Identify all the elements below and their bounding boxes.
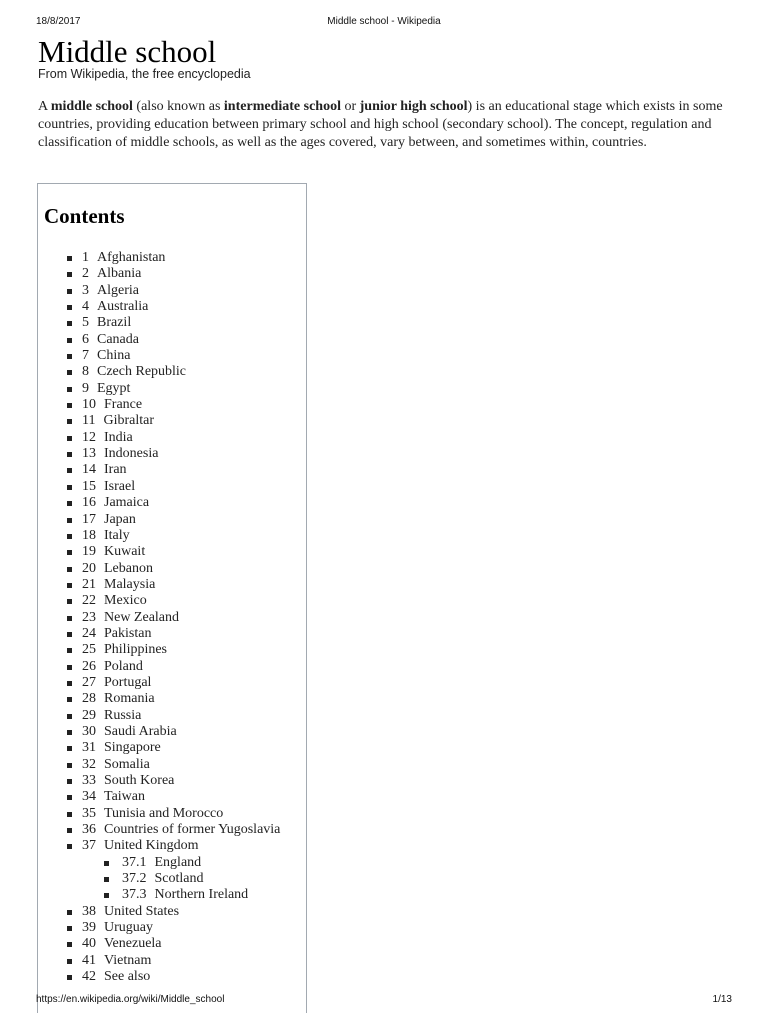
intro-text: A — [38, 99, 51, 114]
toc-item-label[interactable]: Malaysia — [104, 576, 156, 592]
bullet-icon — [67, 828, 72, 833]
intro-text: (also known as — [132, 99, 224, 114]
toc-item[interactable] — [38, 299, 280, 315]
bullet-icon — [67, 746, 72, 751]
intro-bold-term: middle school — [50, 99, 133, 114]
bullet-icon — [67, 975, 72, 980]
toc-item-number: 27 — [82, 674, 96, 690]
toc-item[interactable] — [38, 462, 280, 478]
bullet-icon — [67, 779, 72, 784]
toc-item-number: 14 — [82, 462, 96, 478]
toc-item-label[interactable]: Italy — [104, 527, 130, 543]
bullet-icon — [67, 338, 72, 343]
toc-item-label[interactable]: Scotland — [154, 871, 204, 887]
toc-item[interactable] — [38, 413, 280, 429]
toc-item-label[interactable]: Pakistan — [104, 625, 152, 641]
toc-item-label[interactable]: Gibraltar — [103, 413, 155, 429]
bullet-icon — [67, 289, 72, 294]
toc-item[interactable] — [38, 381, 280, 397]
toc-item-number: 37.1 — [122, 854, 147, 870]
toc-item-number: 22 — [82, 593, 96, 609]
toc-item-label[interactable]: Brazil — [97, 315, 132, 331]
toc-item[interactable] — [38, 315, 280, 331]
toc-item-number: 10 — [82, 397, 96, 413]
toc-item-label[interactable]: Jamaica — [104, 495, 150, 511]
toc-item-label[interactable]: India — [104, 429, 133, 445]
intro-text: or — [340, 99, 360, 114]
toc-item[interactable] — [38, 740, 280, 756]
toc-item-number: 37 — [82, 838, 96, 854]
bullet-icon — [67, 452, 72, 457]
toc-item-number: 17 — [82, 511, 96, 527]
toc-item-label[interactable]: Kuwait — [104, 544, 146, 560]
toc-item[interactable] — [38, 430, 280, 446]
toc-item[interactable] — [38, 446, 280, 462]
toc-item-label[interactable]: Afghanistan — [97, 250, 166, 265]
toc-item-label[interactable]: Portugal — [104, 674, 152, 690]
bullet-icon — [67, 403, 72, 408]
bullet-icon — [67, 763, 72, 768]
toc-item-number: 42 — [82, 969, 96, 985]
toc-item-number: 9 — [82, 380, 89, 396]
toc-item-label[interactable]: Countries of former Yugoslavia — [104, 822, 281, 838]
toc-item-label[interactable]: Japan — [104, 511, 136, 527]
bullet-icon — [67, 518, 72, 523]
toc-item[interactable] — [38, 871, 280, 887]
bullet-icon — [67, 354, 72, 359]
toc-item-label[interactable]: Czech Republic — [97, 364, 187, 380]
print-page-number: 1/13 — [712, 994, 732, 1005]
toc-item[interactable] — [38, 953, 280, 969]
bullet-icon — [67, 697, 72, 702]
toc-item[interactable] — [38, 348, 280, 364]
toc-item-number: 7 — [82, 348, 89, 364]
print-url: https://en.wikipedia.org/wiki/Middle_school — [36, 994, 225, 1005]
bullet-icon — [67, 534, 72, 539]
bullet-icon — [67, 681, 72, 686]
bullet-icon — [67, 910, 72, 915]
page-subtitle: From Wikipedia, the free encyclopedia — [38, 67, 251, 81]
page-title: Middle school — [38, 34, 217, 69]
toc-item-label[interactable]: Vietnam — [104, 952, 152, 968]
toc-item-number: 11 — [82, 413, 96, 429]
toc-item-label[interactable]: Saudi Arabia — [104, 723, 177, 739]
bullet-icon — [67, 599, 72, 604]
toc-item-label[interactable]: See also — [104, 969, 151, 985]
toc-item[interactable] — [38, 642, 280, 658]
toc-item-number: 38 — [82, 903, 96, 919]
toc-item-label[interactable]: United Kingdom — [104, 838, 199, 854]
toc-item-label[interactable]: Romania — [104, 691, 155, 707]
toc-item-number: 37.2 — [122, 871, 147, 887]
toc-item-number: 16 — [82, 495, 96, 511]
bullet-icon — [67, 812, 72, 817]
bullet-icon — [67, 370, 72, 375]
toc-item[interactable] — [38, 969, 280, 985]
print-header — [0, 16, 768, 30]
toc-item-label[interactable]: United States — [104, 903, 180, 919]
toc-item-label[interactable]: Somalia — [104, 756, 150, 772]
toc-item-number: 1 — [82, 250, 89, 265]
print-footer — [0, 994, 768, 1008]
toc-item-number: 26 — [82, 658, 96, 674]
toc-item-number: 15 — [82, 478, 96, 494]
toc-item-label[interactable]: China — [97, 348, 131, 364]
toc-item-number: 18 — [82, 527, 96, 543]
toc-item-number: 30 — [82, 723, 96, 739]
toc-item-label[interactable]: Taiwan — [104, 789, 146, 805]
toc-item[interactable] — [38, 838, 280, 854]
toc-item-label[interactable]: Algeria — [97, 282, 139, 298]
bullet-icon — [67, 272, 72, 277]
toc-item-label[interactable]: Iran — [104, 462, 127, 478]
intro-text: ) is an educational stage which exists in some countries, providing education between primary school and high school (secondary school). The concept, regulation and classification of middle schools, as well as the ages covered, vary between, and sometimes within, countries. — [38, 99, 723, 150]
toc-item[interactable] — [38, 577, 280, 593]
toc-item[interactable] — [38, 724, 280, 740]
toc-item-number: 28 — [82, 691, 96, 707]
toc-item-label[interactable]: Egypt — [97, 380, 131, 396]
toc-item-number: 37.3 — [122, 887, 147, 903]
bullet-icon — [67, 714, 72, 719]
toc-item[interactable] — [38, 479, 280, 495]
toc-item[interactable] — [38, 561, 280, 577]
toc-item[interactable] — [38, 936, 280, 952]
bullet-icon — [67, 795, 72, 800]
toc-item[interactable] — [38, 806, 280, 822]
bullet-icon — [67, 665, 72, 670]
toc-item-number: 20 — [82, 560, 96, 576]
toc-item-label[interactable]: Australia — [97, 299, 149, 315]
toc-item[interactable] — [38, 675, 280, 691]
toc-item-number: 24 — [82, 625, 96, 641]
toc-item-label[interactable]: Uruguay — [104, 920, 153, 936]
bullet-icon — [67, 419, 72, 424]
toc-item[interactable] — [38, 659, 280, 675]
toc-list — [38, 250, 280, 985]
toc-item-label[interactable]: Albania — [97, 266, 142, 282]
toc-item-label[interactable]: Canada — [97, 331, 139, 347]
toc-item-label[interactable]: Singapore — [104, 740, 161, 756]
bullet-icon — [104, 893, 109, 898]
bullet-icon — [67, 550, 72, 555]
bullet-icon — [67, 256, 72, 261]
bullet-icon — [67, 501, 72, 506]
toc-item-label[interactable]: France — [104, 397, 143, 413]
toc-title: Contents — [44, 204, 125, 228]
bullet-icon — [67, 942, 72, 947]
bullet-icon — [67, 616, 72, 621]
toc-item[interactable] — [38, 626, 280, 642]
toc-item[interactable] — [38, 757, 280, 773]
bullet-icon — [67, 632, 72, 637]
toc-item-number: 35 — [82, 805, 96, 821]
toc-item[interactable] — [38, 512, 280, 528]
toc-item-number: 33 — [82, 773, 96, 788]
toc-item[interactable] — [38, 250, 280, 266]
toc-item-label[interactable]: Russia — [104, 707, 142, 723]
toc-item[interactable] — [38, 691, 280, 707]
toc-item[interactable] — [38, 708, 280, 724]
toc-item[interactable] — [38, 789, 280, 805]
bullet-icon — [67, 583, 72, 588]
toc-item-number: 3 — [82, 282, 89, 298]
toc-item-label[interactable]: Tunisia and Morocco — [104, 805, 224, 821]
bullet-icon — [67, 387, 72, 392]
bullet-icon — [67, 305, 72, 310]
bullet-icon — [104, 877, 109, 882]
toc-item-number: 40 — [82, 936, 96, 952]
toc-item-number: 6 — [82, 331, 89, 347]
toc-item[interactable] — [38, 920, 280, 936]
toc-item-label[interactable]: Mexico — [104, 593, 147, 609]
toc-item[interactable] — [38, 855, 280, 871]
toc-item-label[interactable]: Venezuela — [104, 936, 162, 952]
bullet-icon — [104, 861, 109, 866]
toc-item-number: 21 — [82, 576, 96, 592]
bullet-icon — [67, 567, 72, 572]
toc-item-label[interactable]: Poland — [104, 658, 143, 674]
toc-item-label[interactable]: New Zealand — [104, 609, 180, 625]
table-of-contents — [37, 183, 307, 1013]
intro-paragraph — [38, 98, 738, 151]
toc-item-number: 34 — [82, 789, 96, 805]
toc-item-label[interactable]: Israel — [104, 478, 136, 494]
toc-item[interactable] — [38, 266, 280, 282]
toc-item-label[interactable]: Philippines — [104, 642, 168, 658]
toc-item[interactable] — [38, 887, 280, 903]
toc-item[interactable] — [38, 495, 280, 511]
toc-item[interactable] — [38, 332, 280, 348]
toc-item-number: 12 — [82, 429, 96, 445]
bullet-icon — [67, 436, 72, 441]
toc-item-number: 25 — [82, 642, 96, 658]
bullet-icon — [67, 468, 72, 473]
toc-item-number: 29 — [82, 707, 96, 723]
toc-item-number: 41 — [82, 952, 96, 968]
toc-item-number: 23 — [82, 609, 96, 625]
toc-item-number: 39 — [82, 920, 96, 936]
toc-item-number: 2 — [82, 266, 89, 282]
toc-item[interactable] — [38, 904, 280, 920]
toc-item-label[interactable]: South Korea — [104, 773, 175, 788]
bullet-icon — [67, 959, 72, 964]
bullet-icon — [67, 321, 72, 326]
toc-item[interactable] — [38, 593, 280, 609]
toc-item[interactable] — [38, 773, 280, 789]
toc-item-label[interactable]: Northern Ireland — [154, 887, 249, 903]
bullet-icon — [67, 926, 72, 931]
toc-item-label[interactable]: Lebanon — [104, 560, 153, 576]
toc-item-number: 5 — [82, 315, 89, 331]
intro-link-term[interactable]: intermediate school — [223, 99, 341, 114]
toc-item-number: 13 — [82, 446, 96, 462]
print-page-title: Middle school - Wikipedia — [327, 16, 441, 27]
bullet-icon — [67, 485, 72, 490]
toc-item[interactable] — [38, 822, 280, 838]
toc-item[interactable] — [38, 283, 280, 299]
toc-item[interactable] — [38, 528, 280, 544]
toc-item[interactable] — [38, 610, 280, 626]
print-date: 18/8/2017 — [36, 16, 81, 27]
toc-item-number: 36 — [82, 822, 96, 838]
toc-item-number: 4 — [82, 299, 89, 315]
toc-item-number: 19 — [82, 544, 96, 560]
bullet-icon — [67, 648, 72, 653]
toc-item-number: 32 — [82, 756, 96, 772]
bullet-icon — [67, 730, 72, 735]
toc-item[interactable] — [38, 544, 280, 560]
toc-item-number: 8 — [82, 364, 89, 380]
intro-link-term[interactable]: junior high school — [359, 99, 468, 114]
toc-item[interactable] — [38, 397, 280, 413]
bullet-icon — [67, 844, 72, 849]
toc-item[interactable] — [38, 364, 280, 380]
toc-item-label[interactable]: England — [154, 854, 202, 870]
toc-item-label[interactable]: Indonesia — [104, 446, 159, 462]
toc-item-number: 31 — [82, 740, 96, 756]
